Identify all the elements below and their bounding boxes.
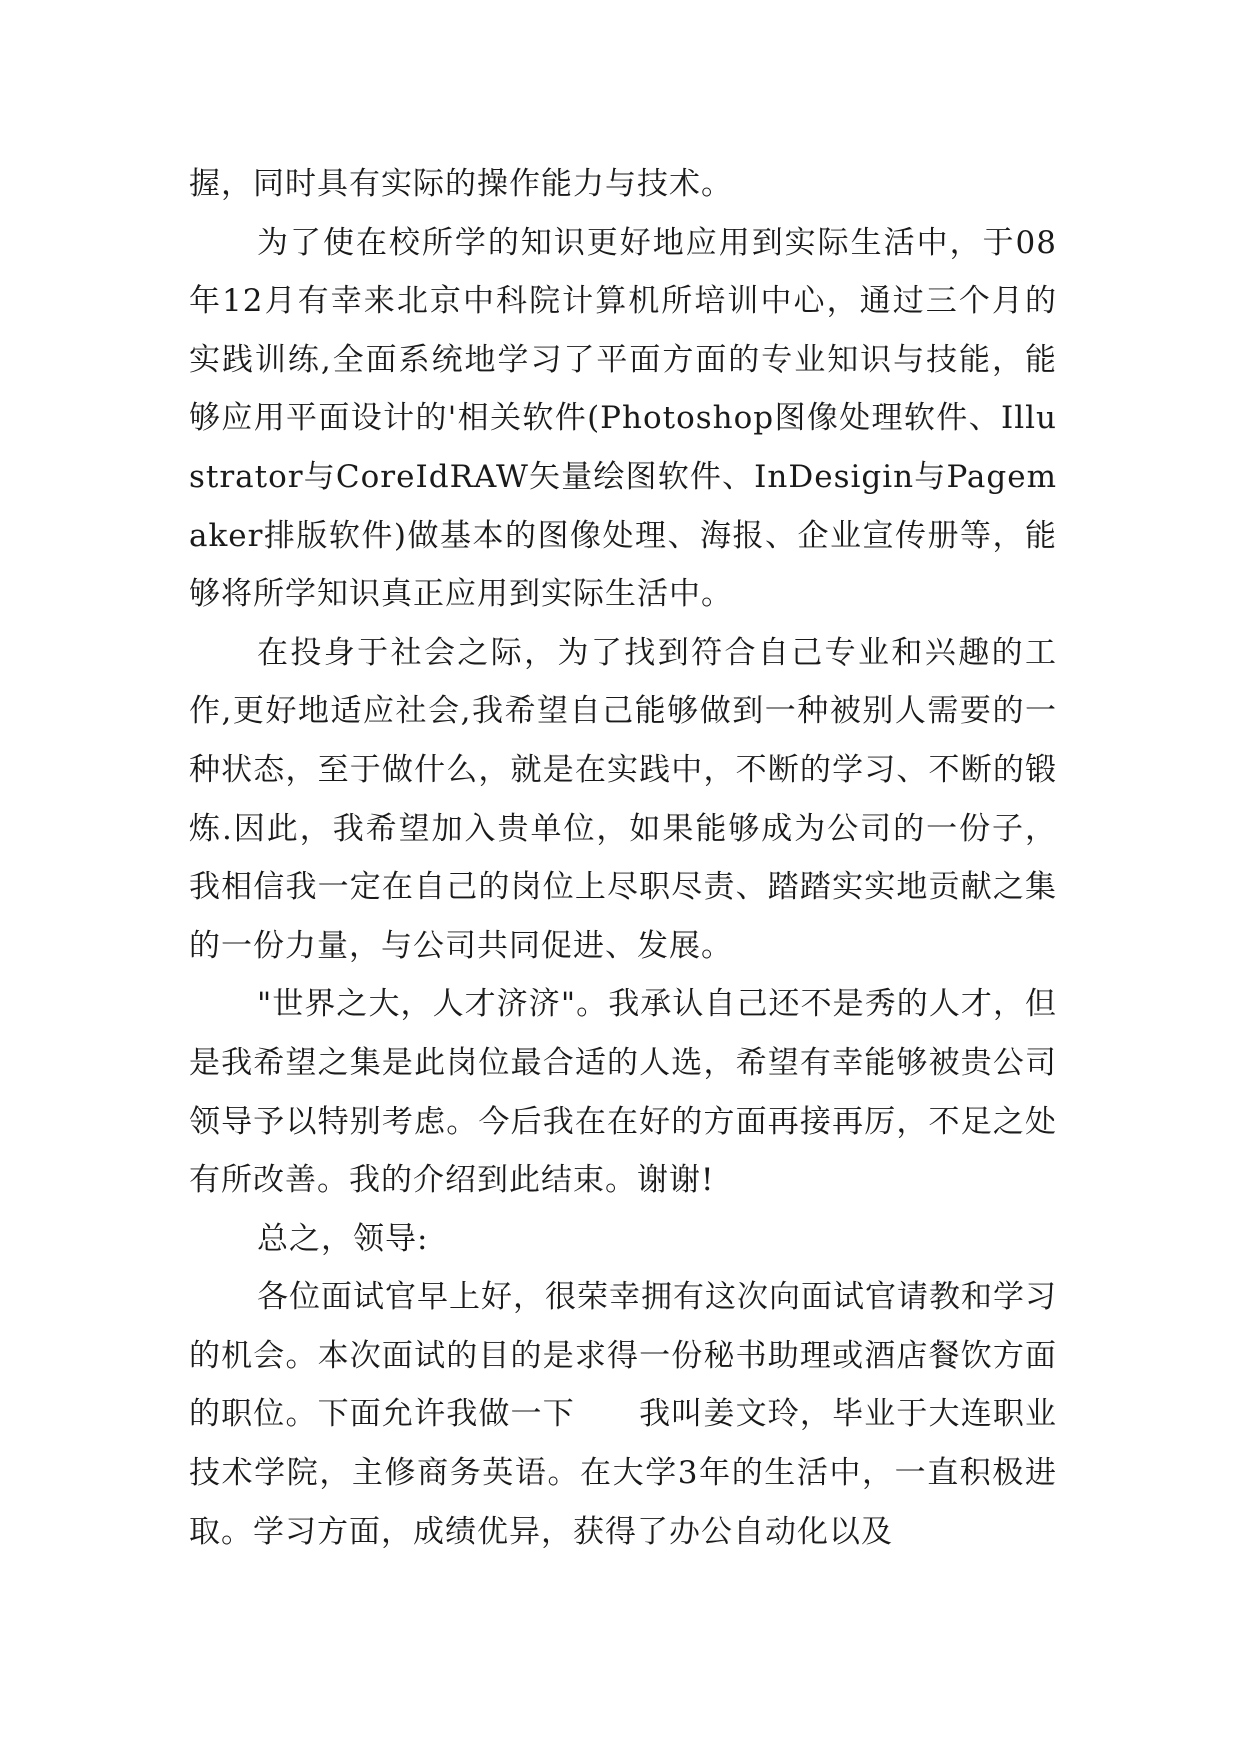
document-body xyxy=(189,155,1057,1561)
paragraph-training-experience: 为了使在校所学的知识更好地应用到实际生活中，于08年12月有幸来北京中科院计算机所培训中心，通过三个月的实践训练,全面系统地学习了平面方面的专业知识与技能，能够应用平面设计的'相关软件(Photoshop图像处理软件、Illustrator与CoreIdRAW矢量绘图软件、InDesigin与Pagemaker排版软件)做基本的图像处理、海报、企业宣传册等，能够将所学知识真正应用到实际生活中。 xyxy=(189,224,1057,613)
paragraph-continuation: 握，同时具有实际的操作能力与技术。 xyxy=(189,166,733,202)
paragraph-career-goal: 在投身于社会之际，为了找到符合自己专业和兴趣的工作,更好地适应社会,我希望自己能够做到一种被别人需要的一种状态，至于做什么，就是在实践中，不断的学习、不断的锻炼.因此，我希望加入贵单位，如果能够成为公司的一份子，我相信我一定在自己的岗位上尽职尽责、踏踏实实地贡献之集的一份力量，与公司共同促进、发展。 xyxy=(189,634,1057,964)
paragraph-self-introduction: 各位面试官早上好，很荣幸拥有这次向面试官请教和学习的机会。本次面试的目的是求得一份秘书助理或酒店餐饮方面的职位。下面允许我做一下 我叫姜文玲，毕业于大连职业技术学院，主修商务英语。在大学3年的生活中，一直积极进取。学习方面，成绩优异，获得了办公自动化以及 xyxy=(189,1279,1057,1550)
paragraph-section-heading: 总之，领导: xyxy=(257,1220,429,1257)
paragraph-closing-remarks: "世界之大，人才济济"。我承认自己还不是秀的人才，但是我希望之集是此岗位最合适的人选，希望有幸能够被贵公司领导予以特别考虑。今后我在在好的方面再接再厉，不足之处有所改善。我的介绍到此结束。谢谢! xyxy=(189,986,1057,1199)
